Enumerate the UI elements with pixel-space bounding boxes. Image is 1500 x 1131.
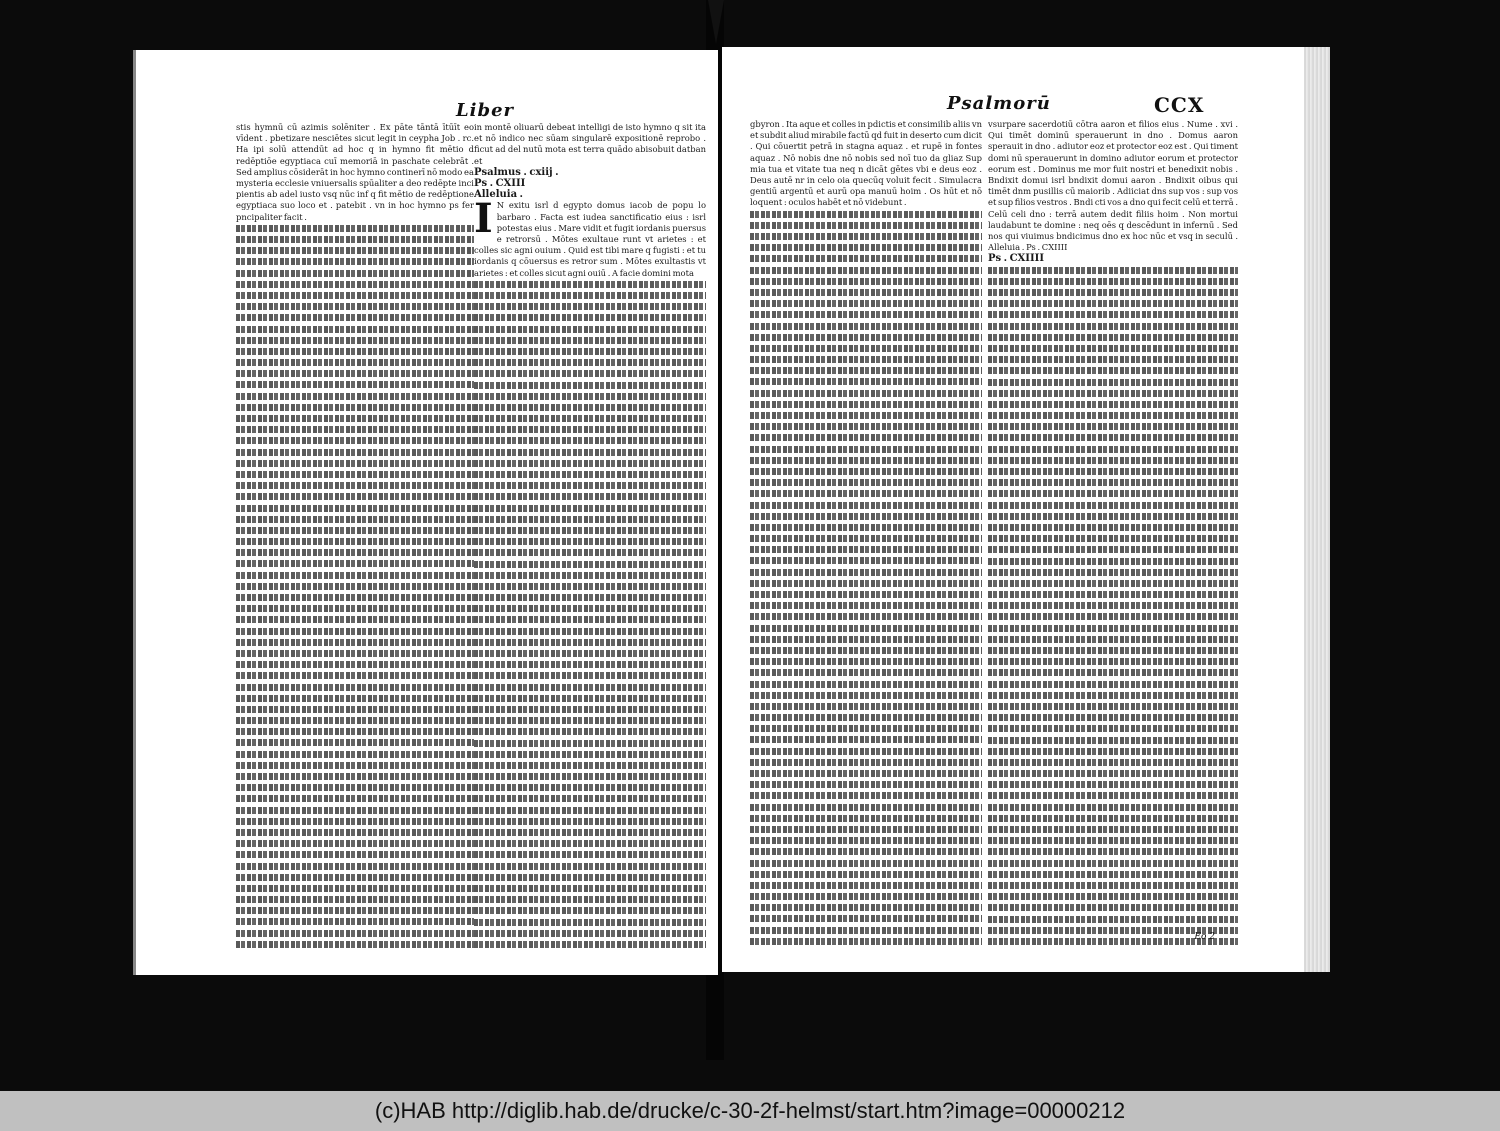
- text-line: [988, 323, 1238, 330]
- text-line: [474, 561, 706, 568]
- text-line: [750, 681, 982, 688]
- text-line: [988, 725, 1238, 732]
- right-page: [722, 47, 1330, 972]
- text-line: [988, 681, 1238, 688]
- text-line: [474, 493, 706, 500]
- text-line: [750, 625, 982, 632]
- text-line: [988, 770, 1238, 777]
- text-line: [236, 471, 474, 478]
- footer-credit: (c)HAB http://diglib.hab.de/drucke/c-30-2f-helmst/start.htm?image=00000212: [374, 1098, 1126, 1123]
- text-line: [474, 359, 706, 366]
- text-line: [236, 437, 474, 444]
- text-line: [236, 426, 474, 433]
- text-line: [474, 281, 706, 288]
- text-line: [988, 647, 1238, 654]
- text-line: [236, 493, 474, 500]
- text-line: [236, 415, 474, 422]
- text-line: [750, 848, 982, 855]
- text-line: [474, 549, 706, 556]
- left-column-a-continuation: [236, 225, 474, 952]
- text-line: [474, 773, 706, 780]
- text-line: [474, 684, 706, 691]
- psalm-text: N exitu isrl d egypto domus iacob de popu lo barbaro . Facta est iudea sanctificatio eius : isrl potestas eius . Mare vidit et fugit iordanis puersus e retrorsū . Mōtes exultaue runt vt arietes : et colles sic agni ouium . Quid est tibi mare q fugisti : et tu iordanis q cōuersus es retror sum . Mōtes exultastis vt arietes : et colles sicut agni ouiū . A facie domini mota: [474, 200, 706, 278]
- text-line: [988, 804, 1238, 811]
- text-line: [750, 904, 982, 911]
- text-line: [988, 379, 1238, 386]
- text-line: [750, 244, 982, 251]
- text-line: [236, 918, 474, 925]
- text-line: [750, 938, 982, 945]
- text-line: [236, 326, 474, 333]
- text-line: [750, 401, 982, 408]
- text-line: [750, 636, 982, 643]
- text-line: [988, 457, 1238, 464]
- text-line: [474, 874, 706, 881]
- text-line: [474, 661, 706, 668]
- text-line: [474, 728, 706, 735]
- text-line: [750, 390, 982, 397]
- text-line: [474, 572, 706, 579]
- text-line: [988, 535, 1238, 542]
- text-line: [750, 893, 982, 900]
- text-line: [750, 871, 982, 878]
- text-line: [236, 874, 474, 881]
- text-line: [750, 927, 982, 934]
- running-head-right: Psalmorū: [947, 93, 1051, 114]
- text-line: [750, 378, 982, 385]
- right-page-column-a: [750, 119, 982, 949]
- text-line: [236, 706, 474, 713]
- text-line: [236, 851, 474, 858]
- text-line: [474, 538, 706, 545]
- text-line: [474, 471, 706, 478]
- text-line: [236, 370, 474, 377]
- text-line: [474, 795, 706, 802]
- text-line: [750, 736, 982, 743]
- text-line: [474, 807, 706, 814]
- text-line: [750, 323, 982, 330]
- text-line: [474, 326, 706, 333]
- text-line: [236, 829, 474, 836]
- text-line: [988, 289, 1238, 296]
- text-line: [750, 725, 982, 732]
- text-line: [988, 580, 1238, 587]
- text-line: [474, 829, 706, 836]
- text-line: [750, 703, 982, 710]
- decorated-initial: I: [474, 195, 493, 243]
- text-line: [236, 907, 474, 914]
- text-line: [474, 650, 706, 657]
- text-line: [474, 505, 706, 512]
- text-line: [988, 792, 1238, 799]
- text-line: [988, 591, 1238, 598]
- text-line: [474, 706, 706, 713]
- text-line: [750, 367, 982, 374]
- text-line: [750, 222, 982, 229]
- text-line: [750, 255, 982, 262]
- text-line: [474, 672, 706, 679]
- text-line: [988, 367, 1238, 374]
- text-line: [236, 717, 474, 724]
- text-line: [750, 289, 982, 296]
- text-line: [474, 762, 706, 769]
- text-line: [474, 896, 706, 903]
- left-column-b-continuation: [474, 281, 706, 952]
- text-line: [988, 837, 1238, 844]
- text-line: [988, 669, 1238, 676]
- text-line: [988, 658, 1238, 665]
- text-line: [750, 423, 982, 430]
- text-line: [988, 479, 1238, 486]
- text-line: [750, 211, 982, 218]
- text-line: [750, 759, 982, 766]
- text-line: [988, 893, 1238, 900]
- text-line: [236, 605, 474, 612]
- text-line: [750, 479, 982, 486]
- text-line: [750, 647, 982, 654]
- text-line: [750, 669, 982, 676]
- text-line: [474, 348, 706, 355]
- text-line: [236, 672, 474, 679]
- text-line: [236, 616, 474, 623]
- psalm-number-heading: Psalmus . cxiij .: [474, 166, 559, 178]
- text-line: [750, 546, 982, 553]
- text-line: [236, 236, 474, 243]
- text-line: [474, 628, 706, 635]
- text-line: [474, 370, 706, 377]
- text-line: [988, 904, 1238, 911]
- text-line: [236, 885, 474, 892]
- text-line: [236, 684, 474, 691]
- text-line: [988, 434, 1238, 441]
- text-line: [988, 502, 1238, 509]
- right-column-b-text: vsurpare sacerdotiū cōtra aaron et filios eius . Nume . xvi . Qui timēt dominū sperauerunt in dno . Domus aaron sperauit in dno . adiutor eoz et protector eoz est . Qui timent domi nū sperauerunt in domino adiutor eorum et protector eorum est . Dominus me mor fuit nostri et benedixit nobis . Bndixit domui isrl bndixit domui aaron . Bndixit oibus qui timēt dnm pusillis cū maiorib . Adiiciat dns sup vos : sup vos et sup filios vestros . Bndi cti vos a dno qui fecit celū et terrā . Celū celi dno : terrā autem dedit filiis hoim . Non mortui laudabunt te domine : neq oēs q descēdunt in infernū . Sed nos qui viuimus bndicimus dno ex hoc nūc et vsq in seculū . Alleluia . Ps . CXIIII: [988, 119, 1238, 253]
- text-line: [988, 636, 1238, 643]
- text-line: [988, 613, 1238, 620]
- text-line: [988, 446, 1238, 453]
- text-line: [988, 569, 1238, 576]
- text-line: [988, 759, 1238, 766]
- text-line: [236, 695, 474, 702]
- footer-credit-bar: [0, 1091, 1500, 1131]
- text-line: [988, 860, 1238, 867]
- text-line: [474, 527, 706, 534]
- text-line: [750, 311, 982, 318]
- text-line: [988, 692, 1238, 699]
- text-line: [474, 851, 706, 858]
- running-head-left: Liber: [456, 100, 515, 121]
- text-line: [474, 863, 706, 870]
- left-column-a-text: stis hymnū cū azimis solēniter . Ex pāte tāntā ītūīt eo vīdent . pbetizare nesciētes sicut legit in ceypha Job . rc. Ha ipi solū attendūt ad hoc q in hymno fit mētio d redēptiōe egyptiaca cuī memoriā in paschate celebrāt . Sed amplius cōsiderāt in hoc hymno continerī nō modo ea mysteria ecclesie vniuersalis spūaliter a deo redēpte inci pientis ab adel iusto vsq nūc inf q fit mētio de redēptione egyptiaca suo loco et . patebit . vn in hoc hymno ps fer pncipaliter facit .: [236, 122, 474, 222]
- text-line: [988, 412, 1238, 419]
- text-line: [474, 415, 706, 422]
- text-line: [750, 815, 982, 822]
- text-line: [988, 815, 1238, 822]
- page-edges: [1304, 47, 1330, 972]
- text-line: [236, 773, 474, 780]
- text-line: [988, 714, 1238, 721]
- text-line: [474, 818, 706, 825]
- text-line: [474, 314, 706, 321]
- text-line: [236, 348, 474, 355]
- text-line: [988, 748, 1238, 755]
- text-line: [988, 737, 1238, 744]
- text-line: [750, 591, 982, 598]
- text-line: [474, 840, 706, 847]
- text-line: [750, 502, 982, 509]
- text-line: [988, 311, 1238, 318]
- right-column-a-continuation: [750, 211, 982, 949]
- text-line: [750, 692, 982, 699]
- text-line: [236, 930, 474, 937]
- right-column-b-continuation: [988, 267, 1238, 949]
- right-psalm-label: Ps . CXIIII: [988, 253, 1045, 265]
- text-line: [750, 658, 982, 665]
- text-line: [236, 516, 474, 523]
- text-line: [474, 930, 706, 937]
- text-line: [474, 460, 706, 467]
- text-line: [236, 795, 474, 802]
- text-line: [750, 714, 982, 721]
- text-line: [988, 558, 1238, 565]
- text-line: [474, 449, 706, 456]
- text-line: [236, 941, 474, 948]
- text-line: [750, 490, 982, 497]
- text-line: [988, 871, 1238, 878]
- text-line: [750, 457, 982, 464]
- text-line: [474, 303, 706, 310]
- text-line: [474, 583, 706, 590]
- text-line: [988, 848, 1238, 855]
- left-column-b-notes: in montē oliuarū debeat intelligi de isto hymno q sit ita et nō indico nec sūam singularē expositionē reprobo . ficut ad del nutū mota est terra quādo abisobuit datban et: [474, 122, 706, 166]
- text-line: [236, 650, 474, 657]
- text-line: [988, 267, 1238, 274]
- text-line: [750, 882, 982, 889]
- text-line: [236, 505, 474, 512]
- text-line: [236, 359, 474, 366]
- text-line: [474, 907, 706, 914]
- text-line: [750, 792, 982, 799]
- text-line: [474, 919, 706, 926]
- psalm-label: Ps . CXIII: [474, 178, 526, 190]
- text-line: [236, 594, 474, 601]
- signature-mark: Eo 2: [1194, 932, 1215, 942]
- alleluia-heading: Alleluia .: [474, 189, 524, 201]
- text-line: [474, 426, 706, 433]
- text-line: [988, 826, 1238, 833]
- text-line: [750, 804, 982, 811]
- text-line: [750, 557, 982, 564]
- text-line: [750, 915, 982, 922]
- text-line: [236, 661, 474, 668]
- text-line: [750, 535, 982, 542]
- text-line: [236, 247, 474, 254]
- text-line: [236, 527, 474, 534]
- text-line: [988, 490, 1238, 497]
- text-line: [236, 560, 474, 567]
- text-line: [236, 270, 474, 277]
- text-line: [750, 837, 982, 844]
- text-line: [988, 401, 1238, 408]
- text-line: [236, 863, 474, 870]
- text-line: [750, 602, 982, 609]
- text-line: [988, 334, 1238, 341]
- text-line: [474, 594, 706, 601]
- text-line: [988, 625, 1238, 632]
- text-line: [750, 412, 982, 419]
- text-line: [236, 572, 474, 579]
- text-line: [236, 303, 474, 310]
- text-line: [750, 356, 982, 363]
- text-line: [750, 524, 982, 531]
- text-line: [750, 613, 982, 620]
- text-line: [988, 390, 1238, 397]
- text-line: [988, 781, 1238, 788]
- text-line: [236, 337, 474, 344]
- text-line: [474, 382, 706, 389]
- text-line: [988, 916, 1238, 923]
- text-line: [236, 404, 474, 411]
- text-line: [236, 460, 474, 467]
- text-line: [236, 628, 474, 635]
- text-line: [236, 784, 474, 791]
- text-line: [236, 840, 474, 847]
- text-line: [750, 748, 982, 755]
- text-line: [474, 393, 706, 400]
- text-line: [750, 233, 982, 240]
- text-line: [988, 524, 1238, 531]
- text-line: [750, 267, 982, 274]
- text-line: [988, 602, 1238, 609]
- left-page-column-b: [474, 122, 706, 952]
- text-line: [750, 446, 982, 453]
- text-line: [750, 580, 982, 587]
- text-line: [236, 739, 474, 746]
- text-line: [474, 639, 706, 646]
- text-line: [236, 818, 474, 825]
- text-line: [236, 728, 474, 735]
- text-line: [750, 334, 982, 341]
- text-line: [988, 300, 1238, 307]
- text-line: [474, 404, 706, 411]
- text-line: [750, 513, 982, 520]
- text-line: [236, 482, 474, 489]
- text-line: [988, 468, 1238, 475]
- text-line: [988, 546, 1238, 553]
- right-page-column-b: [988, 119, 1238, 949]
- text-line: [474, 751, 706, 758]
- text-line: [750, 278, 982, 285]
- left-page: [133, 50, 718, 975]
- text-line: [474, 740, 706, 747]
- text-line: [988, 703, 1238, 710]
- text-line: [236, 751, 474, 758]
- text-line: [474, 337, 706, 344]
- text-line: [236, 583, 474, 590]
- text-line: [236, 538, 474, 545]
- text-line: [236, 896, 474, 903]
- text-line: [236, 381, 474, 388]
- text-line: [474, 616, 706, 623]
- right-column-a-text: gbyron . Ita aque et colles in pdictis et consimilib aliis vn et subdit aliud mirabile factū qd fuit in deserto cum dicit . Qui cōuertit petrā in stagna aquaz . et rupē in fontes aquaz . Nō nobis dne nō nobis sed noī tuo da gliaz Sup mia tua et vitate tua neq n dicāt gētes vbi e deus eoz . Deus autē nr in celo oia quecūq voluit fecit . Simulacra gentiū argentū et aurū opa manuū hoim . Os hūt et nō loquent : oculos habēt et nō videbunt .: [750, 119, 982, 208]
- text-line: [236, 292, 474, 299]
- left-page-column-a: [236, 122, 474, 952]
- text-line: [750, 434, 982, 441]
- text-line: [236, 762, 474, 769]
- text-line: [750, 569, 982, 576]
- text-line: [474, 941, 706, 948]
- text-line: [236, 281, 474, 288]
- text-line: [988, 356, 1238, 363]
- text-line: [236, 549, 474, 556]
- text-line: [988, 345, 1238, 352]
- text-line: [988, 513, 1238, 520]
- text-line: [236, 258, 474, 265]
- text-line: [474, 784, 706, 791]
- text-line: [750, 770, 982, 777]
- text-line: [988, 423, 1238, 430]
- text-line: [236, 449, 474, 456]
- text-line: [236, 639, 474, 646]
- text-line: [988, 882, 1238, 889]
- text-line: [750, 468, 982, 475]
- text-line: [474, 605, 706, 612]
- text-line: [750, 300, 982, 307]
- text-line: [988, 278, 1238, 285]
- text-line: [750, 826, 982, 833]
- text-line: [474, 695, 706, 702]
- folio-number: CCX: [1154, 93, 1205, 117]
- text-line: [750, 345, 982, 352]
- text-line: [474, 292, 706, 299]
- text-line: [474, 482, 706, 489]
- text-line: [236, 807, 474, 814]
- text-line: [236, 314, 474, 321]
- gutter-notch: [708, 0, 724, 44]
- text-line: [236, 393, 474, 400]
- text-line: [474, 516, 706, 523]
- text-line: [750, 781, 982, 788]
- text-line: [750, 860, 982, 867]
- text-line: [474, 717, 706, 724]
- text-line: [236, 225, 474, 232]
- text-line: [474, 437, 706, 444]
- text-line: [474, 885, 706, 892]
